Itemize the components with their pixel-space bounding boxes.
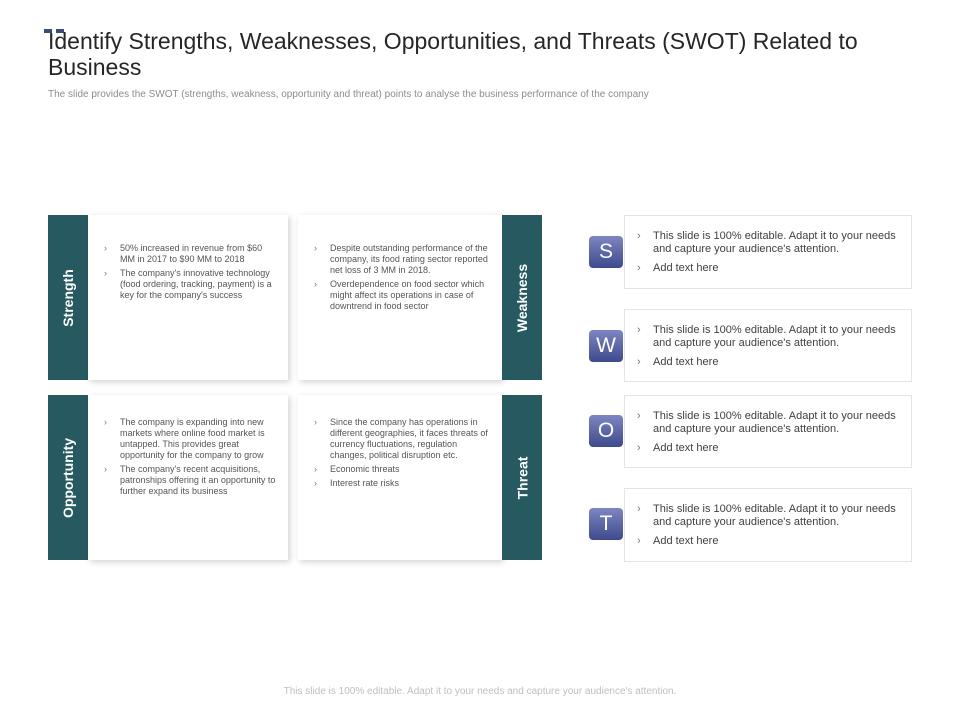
strength-card: [88, 215, 288, 380]
opportunity-band: [48, 395, 88, 560]
weakness-point: › Overdependence on food sector which might affect its operations in case of downtrend in food sector: [314, 279, 485, 311]
w-add-text: › Add text here: [637, 356, 719, 368]
weakness-band: [502, 215, 542, 380]
letter-o-badge: O: [589, 415, 623, 447]
o-text-box: [624, 395, 912, 468]
opportunity-point: › The company is expanding into new markets where online food market is untapped. This provides great opportunity for the company to grow: [104, 417, 265, 460]
letter-t-badge: T: [589, 508, 623, 540]
threat-card: [298, 395, 502, 560]
threat-point: › Interest rate risks: [314, 478, 400, 488]
o-add-text: › Add text here: [637, 442, 719, 454]
strength-point: › 50% increased in revenue from $60 MM in 2017 to $90 MM to 2018: [104, 243, 263, 264]
w-text-box: [624, 309, 912, 382]
s-add-text: › Add text here: [637, 262, 719, 274]
strength-band: [48, 215, 88, 380]
t-text: › This slide is 100% editable. Adapt it to your needs and capture your audience's attention.: [637, 503, 896, 528]
weakness-point: › Despite outstanding performance of the company, its food rating sector reported net loss of 3 MM in 2018.: [314, 243, 488, 275]
threat-point: › Since the company has operations in different geographies, it faces threats of currency fluctuations, regulation changes, political disruption etc.: [314, 417, 488, 460]
o-text: › This slide is 100% editable. Adapt it to your needs and capture your audience's attention.: [637, 410, 896, 435]
page-subtitle: The slide provides the SWOT (strengths, weakness, opportunity and threat) points to analyse the business performance of the company: [48, 89, 649, 100]
weakness-card: [298, 215, 502, 380]
s-text-box: [624, 215, 912, 289]
t-text-box: [624, 488, 912, 562]
weakness-label: Weakness: [514, 263, 531, 332]
strength-point: › The company's innovative technology (food ordering, tracking, payment) is a key for the company's success: [104, 268, 272, 300]
strength-label: Strength: [60, 268, 76, 327]
t-add-text: › Add text here: [637, 535, 719, 547]
letter-w-badge: W: [589, 330, 623, 362]
letter-s-badge: S: [589, 236, 623, 268]
page-title: Identify Strengths, Weaknesses, Opportunities, and Threats (SWOT) Related to Business: [48, 28, 858, 80]
threat-band: [502, 395, 542, 560]
w-text: › This slide is 100% editable. Adapt it to your needs and capture your audience's attention.: [637, 324, 896, 349]
threat-point: › Economic threats: [314, 464, 400, 474]
opportunity-label: Opportunity: [60, 437, 77, 518]
accent-mark: [44, 20, 68, 24]
s-text: › This slide is 100% editable. Adapt it to your needs and capture your audience's attention.: [637, 230, 896, 255]
opportunity-card: [88, 395, 288, 560]
opportunity-point: › The company's recent acquisitions, patronships offering it an opportunity to further expand its business: [104, 464, 276, 496]
threat-label: Threat: [514, 456, 531, 499]
footer-note: This slide is 100% editable. Adapt it to your needs and capture your audience's attention.: [283, 686, 677, 697]
